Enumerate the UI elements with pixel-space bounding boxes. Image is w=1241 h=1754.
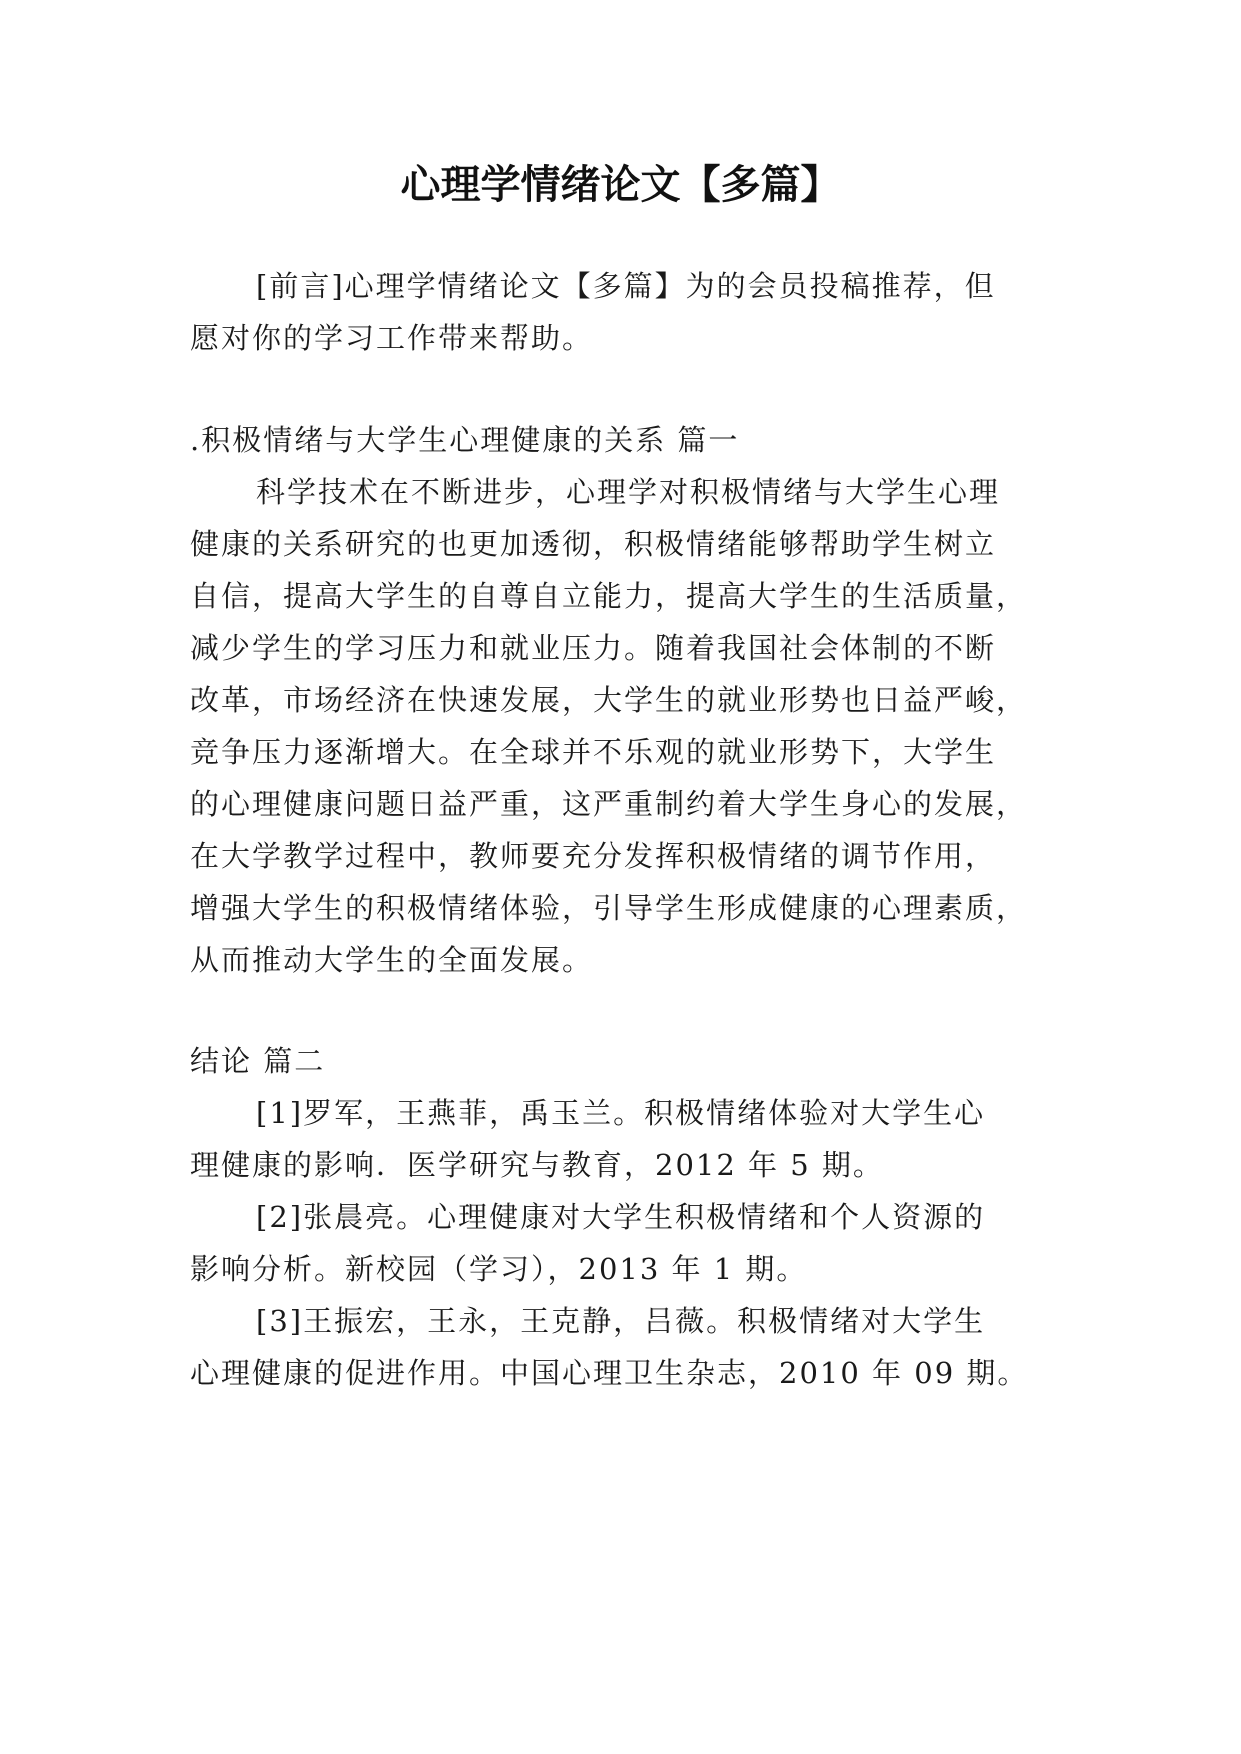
document-title: 心理学情绪论文【多篇】: [400, 162, 841, 208]
section-heading: .积极情绪与大学生心理健康的关系 篇一: [190, 423, 740, 457]
paragraph-line: 科学技术在不断进步，心理学对积极情绪与大学生心理: [256, 475, 1001, 509]
paragraph-line: 竞争压力逐渐增大。在全球并不乐观的就业形势下，大学生: [190, 735, 997, 769]
reference-line: 理健康的影响．医学研究与教育，2012 年 5 期。: [190, 1148, 884, 1182]
paragraph-line: 在大学教学过程中，教师要充分发挥积极情绪的调节作用，: [190, 839, 997, 873]
reference-line: [1]罗军，王燕菲，禹玉兰。积极情绪体验对大学生心: [256, 1096, 986, 1130]
reference-line: 心理健康的促进作用。中国心理卫生杂志，2010 年 09 期。: [190, 1356, 1029, 1390]
paragraph-line: 健康的关系研究的也更加透彻，积极情绪能够帮助学生树立: [190, 527, 997, 561]
preface-line: 愿对你的学习工作带来帮助。: [190, 321, 594, 355]
paragraph-line: 改革，市场经济在快速发展，大学生的就业形势也日益严峻，: [190, 683, 1028, 717]
paragraph-line: 从而推动大学生的全面发展。: [190, 943, 594, 977]
reference-line: [2]张晨亮。心理健康对大学生积极情绪和个人资源的: [256, 1200, 986, 1234]
preface-line: [前言]心理学情绪论文【多篇】为的会员投稿推荐，但: [256, 269, 996, 303]
reference-line: 影响分析。新校园（学习），2013 年 1 期。: [190, 1252, 808, 1286]
section-heading: 结论 篇二: [190, 1044, 326, 1078]
paragraph-line: 的心理健康问题日益严重，这严重制约着大学生身心的发展，: [190, 787, 1028, 821]
paragraph-line: 自信，提高大学生的自尊自立能力，提高大学生的生活质量，: [190, 579, 1028, 613]
paragraph-line: 增强大学生的积极情绪体验，引导学生形成健康的心理素质，: [190, 891, 1028, 925]
paragraph-line: 减少学生的学习压力和就业压力。随着我国社会体制的不断: [190, 631, 997, 665]
reference-line: [3]王振宏，王永，王克静，吕薇。积极情绪对大学生: [256, 1304, 986, 1338]
